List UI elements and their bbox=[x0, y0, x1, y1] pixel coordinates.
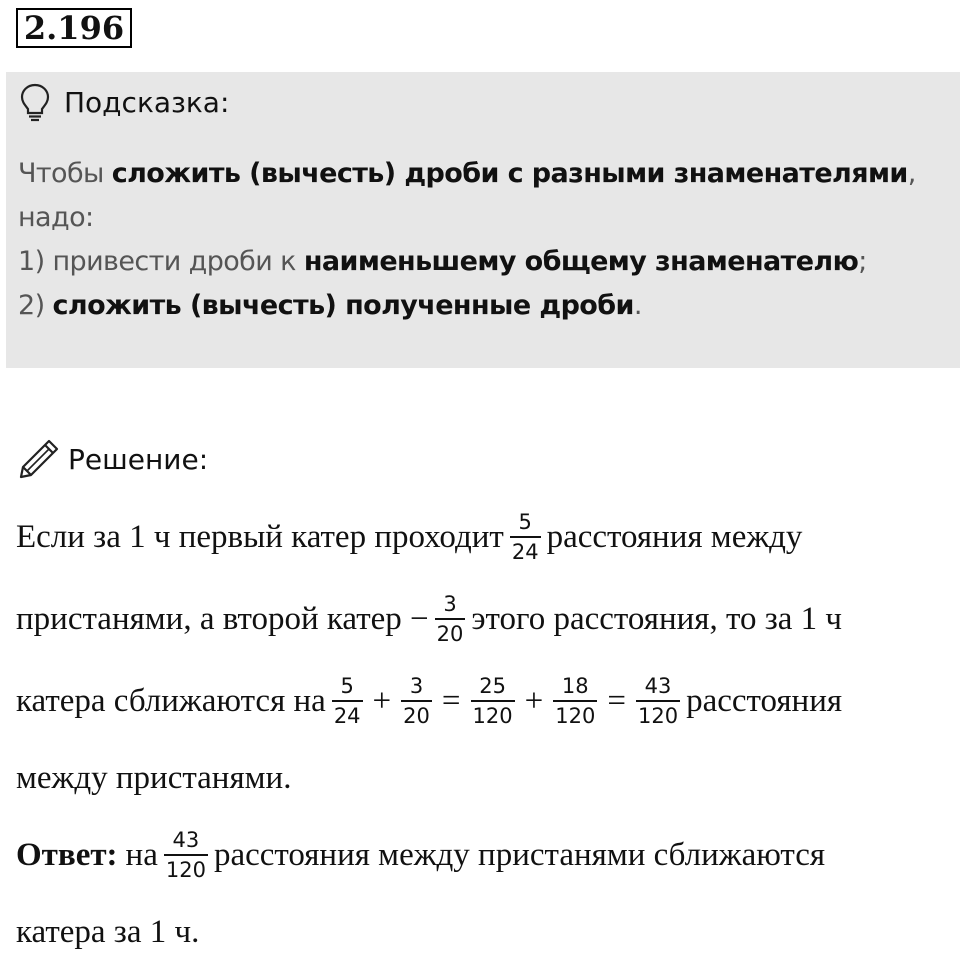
lightbulb-icon bbox=[18, 82, 52, 122]
hint-text bbox=[18, 152, 948, 328]
fraction: $\frac{43}{120}$ bbox=[637, 674, 679, 728]
solution-line-3: катера сближаются на $\frac{5}{24}$ + $\frac{3}{20}$ = $\frac{25}{120}$ + $\frac{18}{120}$ = $\frac{43}{120}$ расстояния bbox=[16, 674, 843, 728]
fraction: $\frac{3}{20}$ bbox=[436, 592, 464, 646]
hint-title: Подсказка: bbox=[64, 85, 230, 119]
hint-line-3: 1) привести дроби к наименьшему общему знаменателю; bbox=[18, 246, 867, 277]
solution-line-2: пристанями, а второй катер − $\frac{3}{20}$ этого расстояния, то за 1 ч bbox=[16, 592, 842, 646]
answer-line-1: Ответ: на $\frac{43}{120}$ расстояния между пристанями сближаются bbox=[16, 828, 826, 882]
hint-line-4: 2) сложить (вычесть) полученные дроби. bbox=[18, 290, 642, 321]
solution-title: Решение: bbox=[68, 442, 209, 476]
answer-label: Ответ: bbox=[16, 836, 118, 873]
fraction: $\frac{43}{120}$ bbox=[165, 828, 206, 882]
answer-line-2: катера за 1 ч. bbox=[16, 913, 200, 950]
hint-line-2: надо: bbox=[18, 202, 94, 233]
fraction: $\frac{5}{24}$ bbox=[511, 510, 539, 564]
problem-number: 2.196 bbox=[16, 8, 132, 48]
hint-box bbox=[6, 72, 960, 368]
fraction: $\frac{25}{120}$ bbox=[472, 674, 513, 728]
fraction: $\frac{18}{120}$ bbox=[555, 674, 596, 728]
solution-line-1: Если за 1 ч первый катер проходит $\frac{5}{24}$ расстояния между bbox=[16, 510, 803, 564]
hint-line-1: Чтобы сложить (вычесть) дроби с разными знаменателями, bbox=[18, 158, 916, 189]
fraction: $\frac{3}{20}$ bbox=[403, 674, 430, 728]
pencil-icon bbox=[16, 436, 62, 482]
solution-header bbox=[16, 436, 208, 482]
fraction: $\frac{5}{24}$ bbox=[333, 674, 361, 728]
solution-body bbox=[16, 496, 952, 965]
hint-header bbox=[18, 82, 229, 122]
solution-line-4: между пристанями. bbox=[16, 759, 292, 796]
